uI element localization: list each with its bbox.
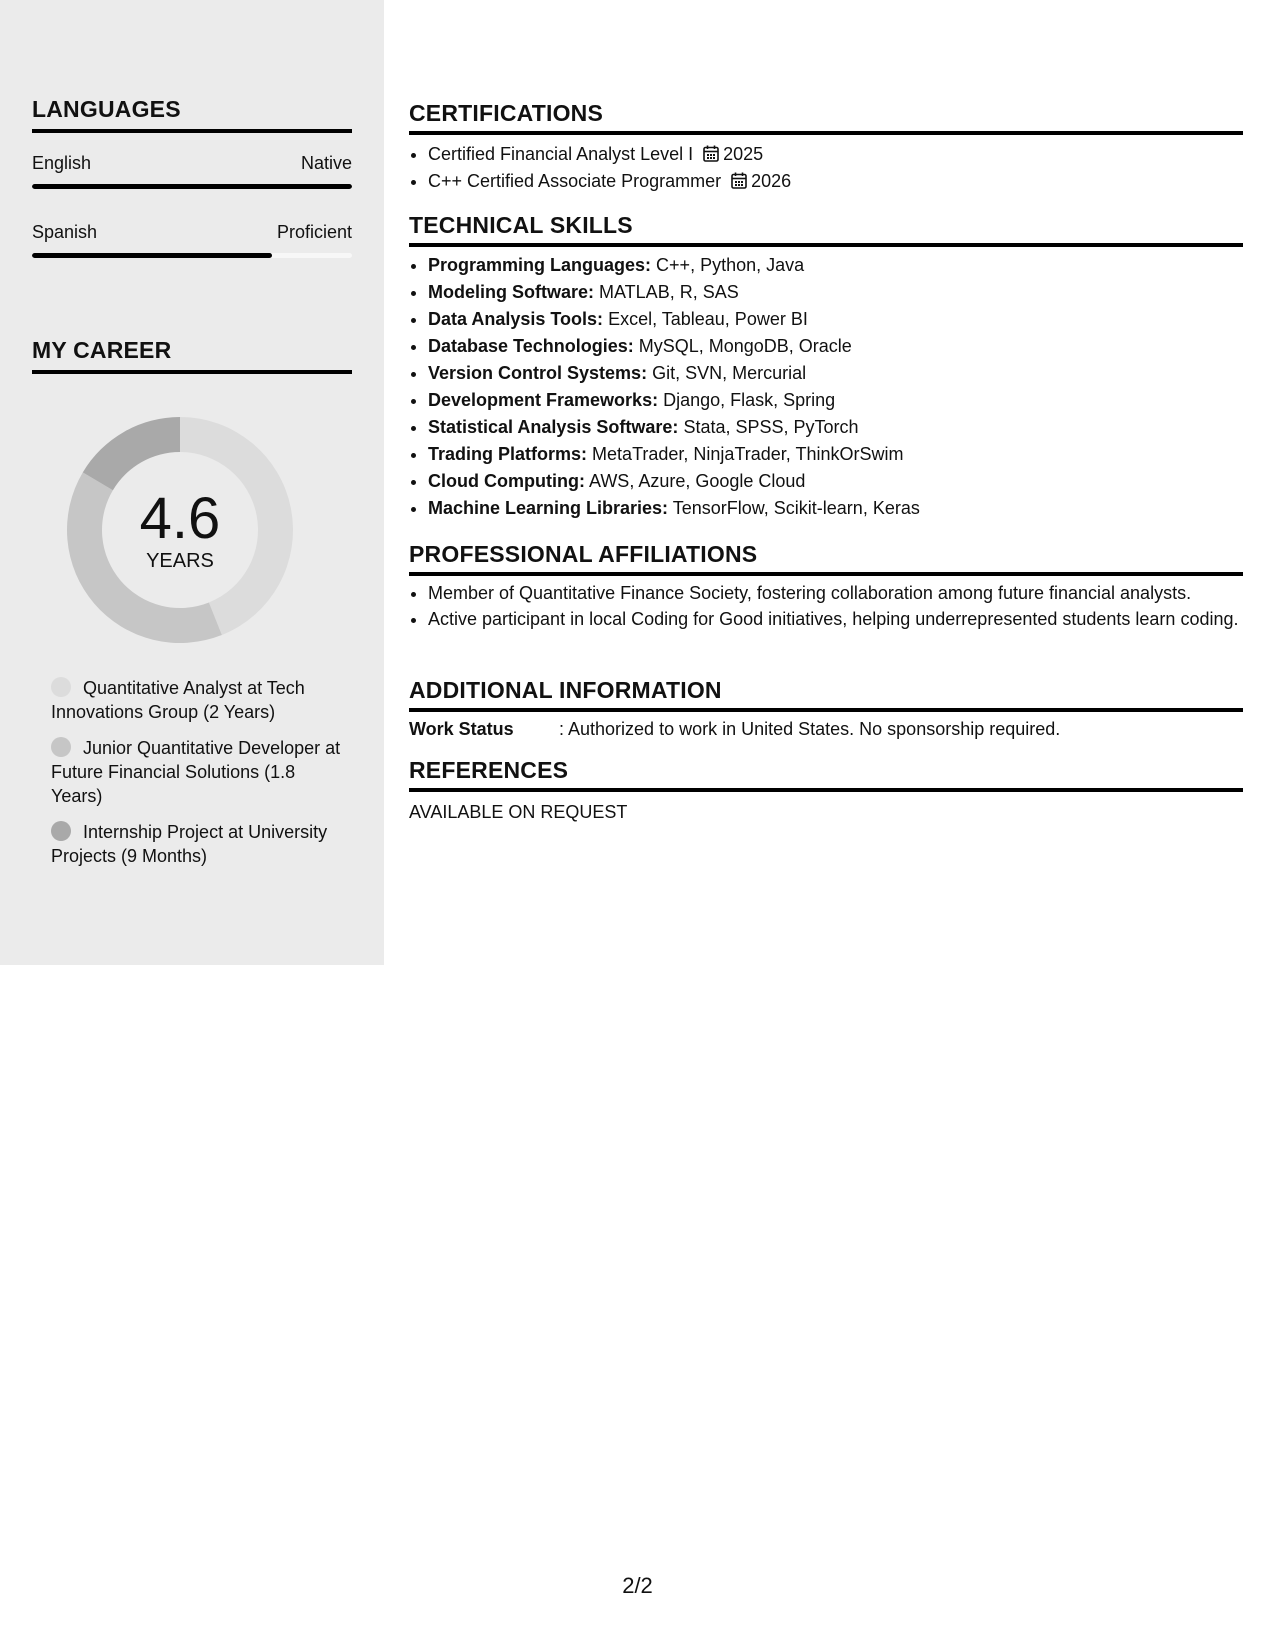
sidebar [0,0,384,965]
legend-dot-icon [51,737,71,757]
skill-label: Programming Languages: [428,255,652,275]
certification-item [428,141,1262,168]
skill-item [428,441,1262,468]
technical-skills-list [409,252,1262,522]
skill-label: Modeling Software: [428,282,594,302]
career-label: Junior Quantitative Developer at Future Financial Solutions (1.8 Years) [51,738,341,806]
references-text: AVAILABLE ON REQUEST [409,802,628,822]
language-bar [32,184,352,189]
skill-label: Data Analysis Tools: [428,309,604,329]
skill-value: MetaTrader, NinjaTrader, ThinkOrSwim [592,444,904,464]
language-row [32,153,352,174]
skill-value: Django, Flask, Spring [663,390,836,410]
work-status-label: Work Status [409,719,514,739]
page-number: 2/2 [622,1573,653,1598]
certification-year: 2026 [751,171,792,191]
skill-item [428,360,1262,387]
certification-year: 2025 [723,144,764,164]
career-label: Quantitative Analyst at Tech Innovations Group (2 Years) [51,678,305,722]
skill-label: Version Control Systems: [428,363,648,383]
language-bar-fill [32,184,352,189]
languages-title: LANGUAGES [32,96,352,133]
affiliations-title: PROFESSIONAL AFFILIATIONS [409,541,1243,576]
skill-value: AWS, Azure, Google Cloud [588,471,806,491]
career-legend [51,676,341,880]
career-legend-item [51,736,341,808]
certifications-list [409,141,1262,195]
certification-item [428,168,1262,195]
skill-label: Cloud Computing: [428,471,585,491]
calendar-icon [703,145,719,162]
affiliation-item: • Member of Quantitative Finance Society, fostering collaboration among future financial analysts. [428,580,1262,606]
language-bar-fill [32,253,272,258]
skill-item [428,333,1262,360]
skill-item [428,306,1262,333]
skill-label: Statistical Analysis Software: [428,417,679,437]
skill-value: Excel, Tableau, Power BI [608,309,808,329]
skill-value: TensorFlow, Scikit-learn, Keras [672,498,920,518]
work-status-value: : Authorized to work in United States. No sponsorship required. [559,719,1061,739]
additional-info-title: ADDITIONAL INFORMATION [409,677,1243,712]
legend-dot-icon [51,677,71,697]
career-total [60,410,300,650]
calendar-icon [731,172,747,189]
skill-item [428,468,1262,495]
skill-label: Machine Learning Libraries: [428,498,669,518]
career-total-unit: YEARS [146,549,214,572]
skill-value: Git, SVN, Mercurial [652,363,807,383]
language-bar [32,253,352,258]
career-title: MY CAREER [32,337,352,374]
career-label: Internship Project at University Projects (9 Months) [51,822,328,866]
certification-name: C++ Certified Associate Programmer [428,171,722,191]
skill-label: Trading Platforms: [428,444,588,464]
language-name: English [32,153,92,173]
affiliations-list [409,580,1262,632]
skill-item [428,279,1262,306]
language-level: Native [300,153,352,173]
skill-label: Database Technologies: [428,336,634,356]
technical-skills-title: TECHNICAL SKILLS [409,212,1243,247]
career-legend-item [51,820,341,868]
skill-label: Development Frameworks: [428,390,659,410]
certifications-title: CERTIFICATIONS [409,100,1243,135]
language-name: Spanish [32,222,98,242]
skill-item [428,414,1262,441]
work-status-row [409,719,1243,740]
language-level: Proficient [276,222,352,242]
skill-item [428,387,1262,414]
career-total-value: 4.6 [139,485,221,551]
skill-value: Stata, SPSS, PyTorch [683,417,859,437]
skill-item [428,252,1262,279]
skill-value: MySQL, MongoDB, Oracle [638,336,852,356]
skill-value: MATLAB, R, SAS [599,282,739,302]
language-row [32,222,352,243]
references-title: REFERENCES [409,757,1243,792]
affiliation-item: • Active participant in local Coding for Good initiatives, helping underrepresented students learn coding. [428,606,1262,632]
skill-item [428,495,1262,522]
legend-dot-icon [51,821,71,841]
certification-name: Certified Financial Analyst Level I [428,144,694,164]
career-legend-item [51,676,341,724]
skill-value: C++, Python, Java [656,255,805,275]
